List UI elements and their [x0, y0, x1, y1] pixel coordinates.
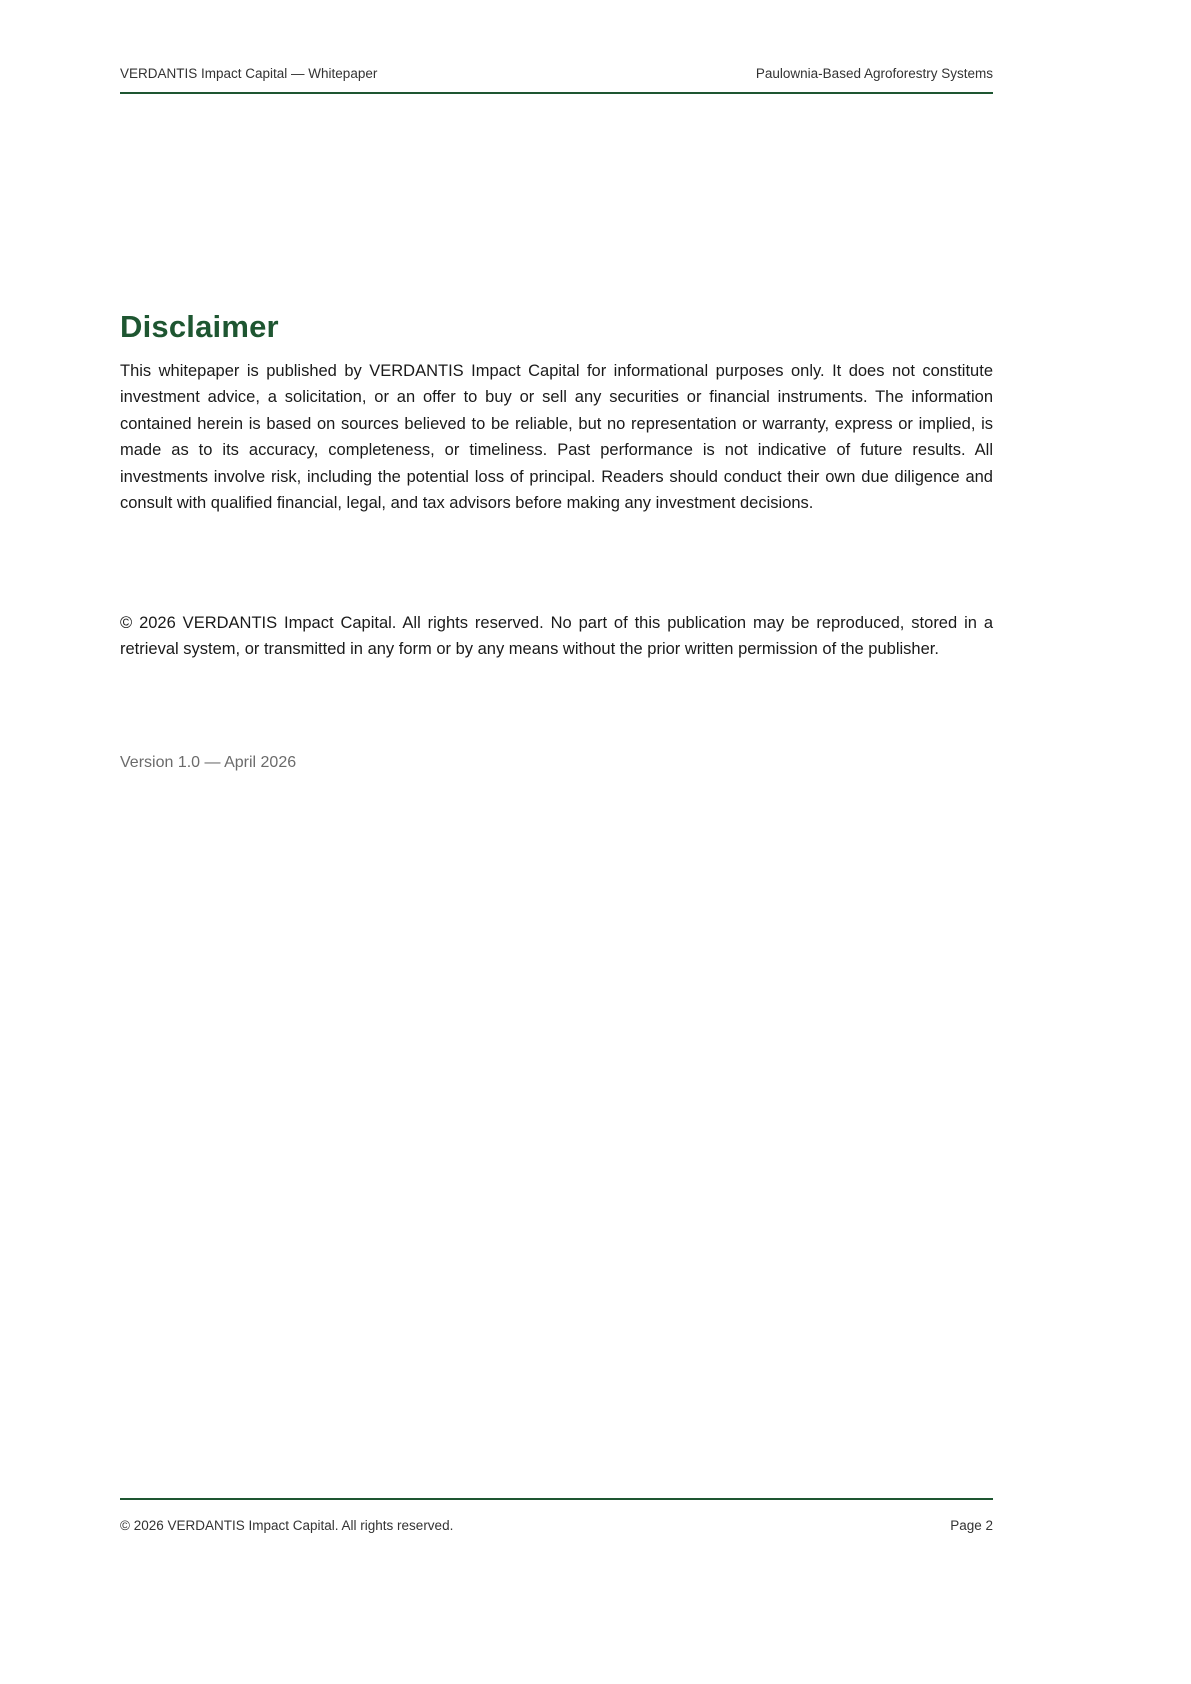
copyright-paragraph: © 2026 VERDANTIS Impact Capital. All rights reserved. No part of this publication may be reproduced, stored in a retrieval system, or transmitted in any form or by any means without the prior written permission of the publisher. — [120, 613, 993, 658]
page-title: Disclaimer — [120, 308, 279, 344]
version-line: Version 1.0 — April 2026 — [120, 754, 297, 771]
footer-divider — [120, 1498, 993, 1500]
page-footer — [120, 1518, 993, 1533]
footer-page-number: Page 2 — [950, 1518, 993, 1533]
header-left-title: VERDANTIS Impact Capital — Whitepaper — [120, 66, 378, 81]
page-header — [120, 66, 993, 81]
header-right-title: Paulownia-Based Agroforestry Systems — [755, 66, 993, 81]
footer-copyright: © 2026 VERDANTIS Impact Capital. All rights reserved. — [120, 1518, 454, 1533]
disclaimer-paragraph: This whitepaper is published by VERDANTIS Impact Capital for informational purposes only. It does not constitute investment advice, a solicitation, or an offer to buy or sell any securities or financial instruments. The information contained herein is based on sources believed to be reliable, but no representation or warranty, express or implied, is made as to its accuracy, completeness, or timeliness. Past performance is not indicative of future results. All investments involve risk, including the potential loss of principal. Readers should conduct their own due diligence and consult with qualified financial, legal, and tax advisors before making any investment decisions. — [120, 361, 993, 512]
header-divider — [120, 92, 993, 94]
